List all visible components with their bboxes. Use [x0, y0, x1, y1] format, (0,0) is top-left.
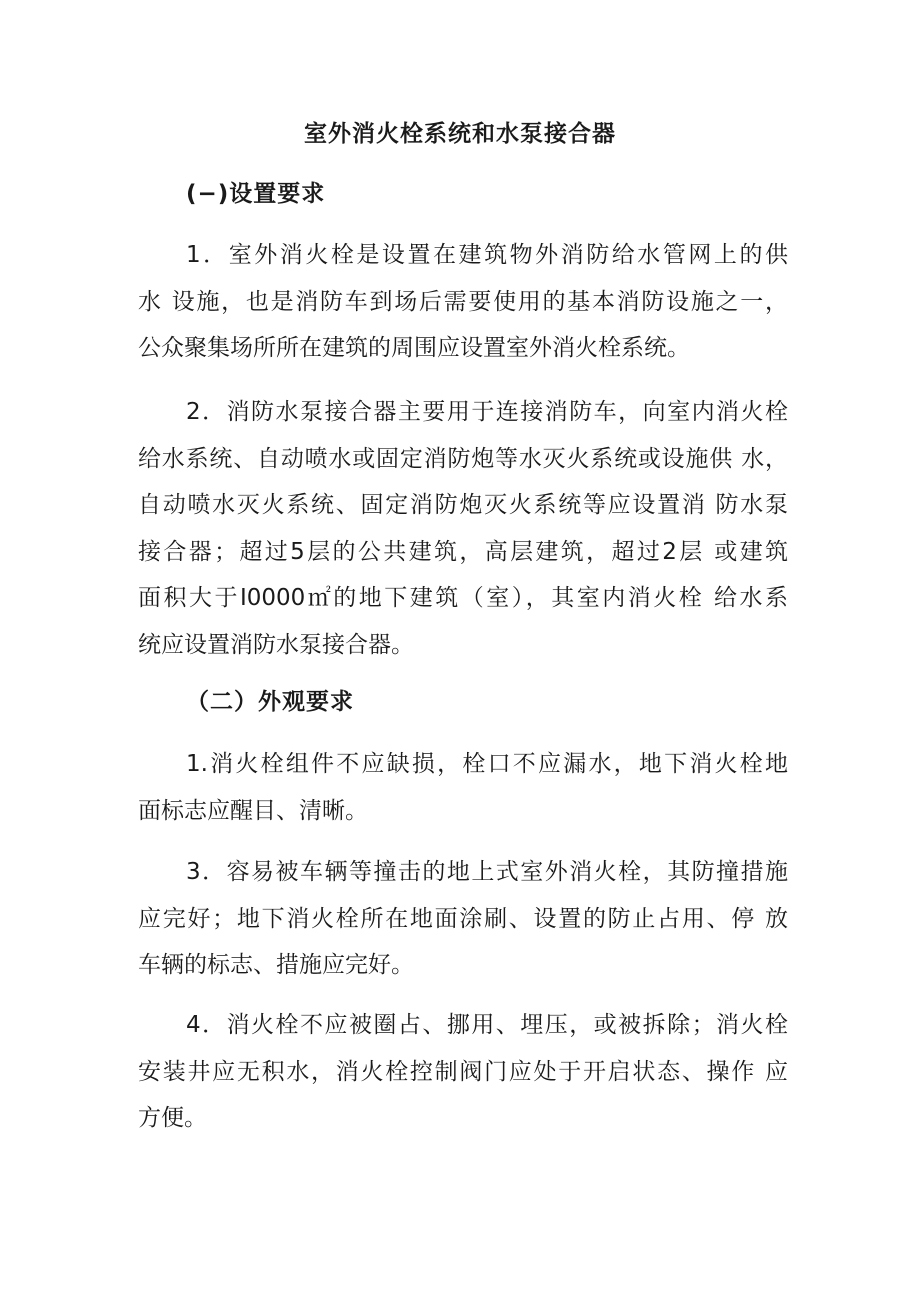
paragraph-line: 车辆的标志、措施应完好。	[138, 952, 414, 978]
paragraph-line: 面积大于I0000㎡的地下建筑（室），其室内消火栓 给水系	[138, 585, 788, 611]
paragraph-hydrant-obstruction	[138, 1002, 788, 1142]
paragraph-line: 安装井应无积水，消火栓控制阀门应处于开启状态、操作 应	[138, 1058, 788, 1085]
section-heading-appearance-requirements: （二）外观要求	[186, 689, 354, 715]
paragraph-line: 统应设置消防水泵接合器。	[138, 631, 414, 658]
paragraph-line: 水 设施，也是消防车到场后需要使用的基本消防设施之一，	[138, 288, 788, 315]
paragraph-line: 应完好；地下消火栓所在地面涂刷、设置的防止占用、停 放	[138, 905, 788, 932]
paragraph-hydrant-components	[138, 741, 788, 834]
paragraph-line: 1．室外消火栓是设置在建筑物外消防给水管网上的供	[186, 242, 788, 268]
paragraph-outdoor-hydrant	[138, 232, 788, 372]
paragraph-line: 面标志应醒目、清晰。	[138, 797, 368, 824]
paragraph-line: 给水系统、自动喷水或固定消防炮等水灭火系统或设施供 水，	[138, 445, 788, 472]
paragraph-line: 2．消防水泵接合器主要用于连接消防车，向室内消火栓	[186, 399, 788, 425]
paragraph-line: 3．容易被车辆等撞击的地上式室外消火栓，其防撞措施	[186, 859, 788, 885]
paragraph-pump-adapter	[138, 389, 788, 668]
paragraph-line: 自动喷水灭火系统、固定消防炮灭火系统等应设置消 防水泵	[138, 492, 788, 518]
paragraph-line: 1.消火栓组件不应缺损，栓口不应漏水，地下消火栓地	[186, 751, 788, 777]
paragraph-line: 4．消火栓不应被圈占、挪用、埋压，或被拆除；消火栓	[186, 1012, 788, 1038]
paragraph-collision-protection	[138, 849, 788, 989]
paragraph-line: 方便。	[138, 1105, 207, 1131]
section-heading-setup-requirements: (−)设置要求	[186, 181, 326, 207]
paragraph-line: 公众聚集场所所在建筑的周围应设置室外消火栓系统。	[138, 335, 690, 361]
document-title: 室外消火栓系统和水泵接合器	[304, 121, 616, 147]
paragraph-line: 接合器；超过5层的公共建筑，高层建筑，超过2层 或建筑	[138, 538, 788, 565]
